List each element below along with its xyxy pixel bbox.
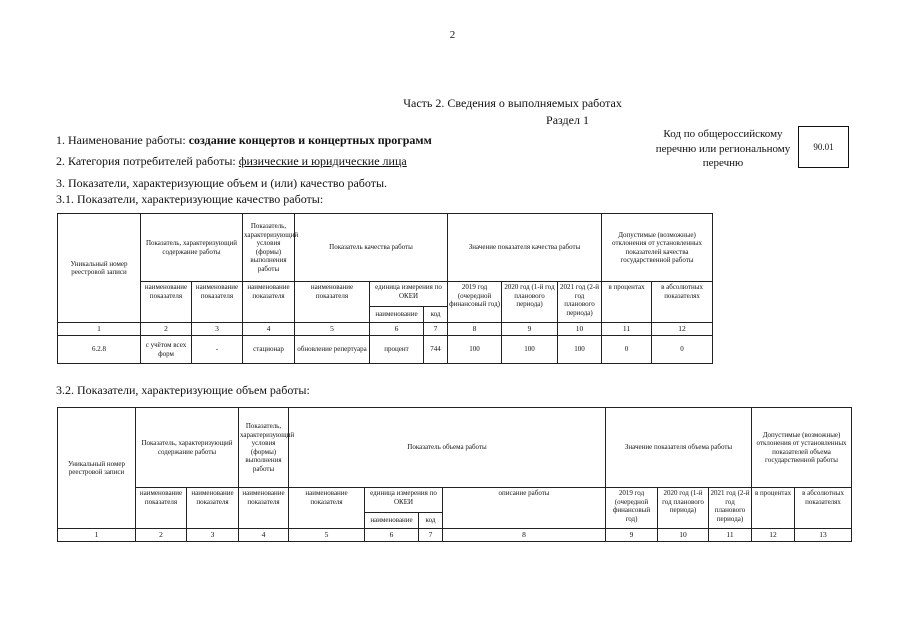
volume-table — [57, 407, 852, 542]
q-col-number: 5 — [295, 323, 370, 336]
indicators-heading: 3. Показатели, характеризующие объем и (или) качество работы. — [56, 176, 388, 190]
code-label: Код по общероссийскому перечню или региональному перечню — [655, 128, 791, 169]
q-col-number: 2 — [141, 323, 192, 336]
quality-table — [57, 213, 713, 364]
q-cell-conditions: стационар — [243, 336, 295, 364]
v-col-number: 5 — [289, 529, 365, 542]
q-quality-group-header: Показатель качества работы — [295, 214, 448, 282]
v-content-group-header: Показатель, характеризующий содержание работы — [136, 408, 239, 488]
v-col-number: 10 — [658, 529, 709, 542]
section-title: Раздел 1 — [546, 113, 589, 127]
q-unique-number-header: Уникальный номер реестровой записи — [58, 214, 141, 323]
v-col-number: 4 — [239, 529, 289, 542]
q-year-2019-header: 2019 год (очередной финансовый год) — [448, 282, 502, 323]
q-indicator-name-3: наименование показателя — [192, 282, 243, 323]
q-year-2021-header: 2021 год (2-й год планового периода) — [558, 282, 602, 323]
work-name-line — [56, 133, 432, 148]
v-unit-name-header: наименование — [365, 513, 419, 529]
v-in-percent-header: в процентах — [752, 488, 795, 529]
q-year-2020-header: 2020 год (1-й год планового периода) — [502, 282, 558, 323]
q-indicator-name-2: наименование показателя — [141, 282, 192, 323]
v-col-number: 1 — [58, 529, 136, 542]
v-unique-number-header: Уникальный номер реестровой записи — [58, 408, 136, 529]
q-content-group-header: Показатель, характеризующий содержание работы — [141, 214, 243, 282]
v-col-number: 6 — [365, 529, 419, 542]
v-conditions-group-header: Показатель, характеризующий условия (формы) выполнения работы — [239, 408, 289, 488]
q-cell-content-2: - — [192, 336, 243, 364]
q-conditions-group-header: Показатель, характеризующий условия (формы) выполнения работы — [243, 214, 295, 282]
v-unit-code-header: код — [419, 513, 443, 529]
v-indicator-name-3: наименование показателя — [187, 488, 239, 529]
v-values-group-header: Значение показателя объема работы — [606, 408, 752, 488]
v-col-number: 11 — [709, 529, 752, 542]
q-cell-percent: 0 — [602, 336, 652, 364]
q-deviation-group-header: Допустимые (возможные) отклонения от установленных показателей качества государственной работы — [602, 214, 713, 282]
q-cell-2020: 100 — [502, 336, 558, 364]
v-year-2020-header: 2020 год (1-й год планового периода) — [658, 488, 709, 529]
q-col-number: 7 — [424, 323, 448, 336]
v-year-2019-header: 2019 год (очередной финансовый год) — [606, 488, 658, 529]
v-indicator-name-5: наименование показателя — [289, 488, 365, 529]
q-indicator-name-4: наименование показателя — [243, 282, 295, 323]
code-value: 90.01 — [798, 126, 849, 168]
q-cell-absolute: 0 — [652, 336, 713, 364]
q-cell-content-1: с учётом всех форм — [141, 336, 192, 364]
q-col-number: 10 — [558, 323, 602, 336]
q-in-absolute-header: в абсолютных показателях — [652, 282, 713, 323]
q-cell-unit-code: 744 — [424, 336, 448, 364]
v-year-2021-header: 2021 год (2-й год планового периода) — [709, 488, 752, 529]
q-col-number: 3 — [192, 323, 243, 336]
v-col-number: 3 — [187, 529, 239, 542]
q-column-numbers-row — [58, 323, 713, 336]
q-cell-indicator: обновление репертуара — [295, 336, 370, 364]
v-col-number: 12 — [752, 529, 795, 542]
v-indicator-name-2: наименование показателя — [136, 488, 187, 529]
v-unit-okei-header: единица измерения по ОКЕИ — [365, 488, 443, 513]
q-unit-okei-header: единица измерения по ОКЕИ — [370, 282, 448, 307]
q-col-number: 1 — [58, 323, 141, 336]
consumers-prefix: 2. Категория потребителей работы: — [56, 154, 239, 168]
q-in-percent-header: в процентах — [602, 282, 652, 323]
volume-heading: 3.2. Показатели, характеризующие объем работы: — [56, 383, 310, 397]
q-unit-name-header: наименование — [370, 307, 424, 323]
work-name-value: создание концертов и концертных программ — [188, 133, 432, 147]
v-work-description-header: описание работы — [443, 488, 606, 529]
v-col-number: 2 — [136, 529, 187, 542]
q-cell-registry-number: 6.2.8 — [58, 336, 141, 364]
v-col-number: 7 — [419, 529, 443, 542]
q-col-number: 12 — [652, 323, 713, 336]
v-col-number: 13 — [795, 529, 852, 542]
consumers-value: физические и юридические лица — [238, 154, 407, 168]
page-number: 2 — [449, 29, 456, 41]
v-col-number: 9 — [606, 529, 658, 542]
quality-heading: 3.1. Показатели, характеризующие качество работы: — [56, 192, 324, 206]
work-name-prefix: 1. Наименование работы: — [56, 133, 189, 147]
q-unit-code-header: код — [424, 307, 448, 323]
q-col-number: 6 — [370, 323, 424, 336]
v-in-absolute-header: в абсолютных показателях — [795, 488, 852, 529]
q-col-number: 9 — [502, 323, 558, 336]
v-volume-group-header: Показатель объема работы — [289, 408, 606, 488]
q-col-number: 8 — [448, 323, 502, 336]
q-indicator-name-5: наименование показателя — [295, 282, 370, 323]
v-deviation-group-header: Допустимые (возможные) отклонения от установленных показателей объема государственной работы — [752, 408, 852, 488]
q-cell-2021: 100 — [558, 336, 602, 364]
v-col-number: 8 — [443, 529, 606, 542]
q-cell-2019: 100 — [448, 336, 502, 364]
q-cell-unit-name: процент — [370, 336, 424, 364]
v-column-numbers-row — [58, 529, 852, 542]
consumers-line — [56, 154, 407, 169]
part-title: Часть 2. Сведения о выполняемых работах — [403, 96, 622, 110]
q-values-group-header: Значение показателя качества работы — [448, 214, 602, 282]
v-indicator-name-4: наименование показателя — [239, 488, 289, 529]
table-row — [58, 336, 713, 364]
q-col-number: 4 — [243, 323, 295, 336]
q-col-number: 11 — [602, 323, 652, 336]
